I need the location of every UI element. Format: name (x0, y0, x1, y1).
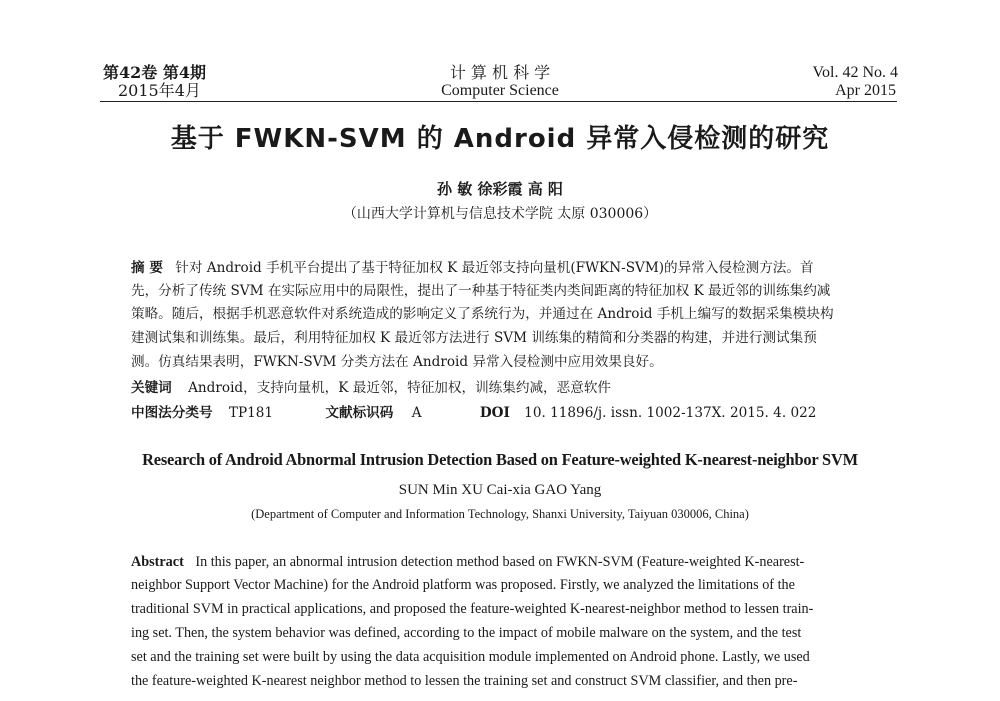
volume-issue-en: Vol. 42 No. 4 (812, 64, 898, 81)
authors-en: SUN Min XU Cai-xia GAO Yang (398, 482, 602, 498)
abstract-en-line: the feature-weighted K-nearest neighbor method to lessen the training set and construct SVM classifier, and then pre- (131, 673, 798, 689)
header-rule (100, 101, 897, 102)
abstract-zh-label: 摘 要 (131, 260, 163, 276)
doc-code-label: 文献标识码 (325, 405, 394, 421)
date-zh: 2015年4月 (118, 81, 201, 100)
journal-name-en: Computer Science (441, 82, 559, 99)
affiliation-zh: （山西大学计算机与信息技术学院 太原 030006） (342, 206, 658, 222)
classification-line (131, 401, 886, 421)
abstract-en-line: traditional SVM in practical applications, and proposed the feature-weighted K-nearest-neighbor method to lessen train- (131, 601, 814, 617)
journal-name-zh: 计 算 机 科 学 (449, 63, 551, 82)
abstract-zh-line: 摘 要 针对 Android 手机平台提出了基于特征加权 K 最近邻支持向量机(FWKN-SVM)的异常入侵检测方法。首 (131, 260, 814, 276)
clc-value: TP181 (228, 405, 274, 421)
abstract-en-line: Abstract In this paper, an abnormal intrusion detection method based on FWKN-SVM (Feature-weighted K-nearest- (131, 554, 805, 570)
keywords-zh-text: Android，支持向量机，K 最近邻，特征加权，训练集约减，恶意软件 (188, 380, 612, 396)
abstract-zh-line: 测。仿真结果表明，FWKN-SVM 分类方法在 Android 异常入侵检测中应用效果良好。 (131, 354, 663, 370)
authors-zh: 孙 敏 徐彩霞 高 阳 (437, 180, 563, 198)
doi-label: DOI (479, 405, 510, 421)
doc-code-value: A (411, 405, 422, 421)
abstract-en-line: ing set. Then, the system behavior was defined, according to the impact of mobile malware on the system, and the test (131, 625, 802, 641)
keywords-zh-label: 关键词 (131, 380, 172, 396)
doi-value: 10. 11896/j. issn. 1002-137X. 2015. 4. 022 (524, 405, 817, 421)
abstract-en-label: Abstract (131, 554, 184, 570)
abstract-zh-line: 建测试集和训练集。最后，利用特征加权 K 最近邻方法进行 SVM 训练集的精简和分类器的构建，并进行测试集预 (131, 330, 817, 346)
clc-label: 中图法分类号 (131, 405, 213, 421)
affiliation-en: (Department of Computer and Information Technology, Shanxi University, Taiyuan 030006, China) (251, 507, 749, 521)
keywords-zh (131, 376, 886, 396)
volume-issue-zh: 第42卷 第4期 (103, 63, 206, 82)
date-en: Apr 2015 (835, 82, 896, 99)
abstract-en-line: neighbor Support Vector Machine) for the Android platform was proposed. Firstly, we analyzed the limitations of the (131, 577, 795, 593)
abstract-zh-line: 先，分析了传统 SVM 在实际应用中的局限性，提出了一种基于特征类内类间距离的特征加权 K 最近邻的训练集约减 (131, 283, 831, 299)
paper-title-en: Research of Android Abnormal Intrusion Detection Based on Feature-weighted K-nearest-neighbor SVM (142, 450, 858, 469)
abstract-zh-line: 策略。随后，根据手机恶意软件对系统造成的影响定义了系统行为，并通过在 Android 手机上编写的数据采集模块构 (131, 306, 834, 322)
abstract-en-line: set and the training set were built by using the data acquisition module implemented on Android phone. Lastly, we used (131, 649, 810, 665)
paper-title-zh: 基于 FWKN-SVM 的 Android 异常入侵检测的研究 (170, 124, 830, 154)
